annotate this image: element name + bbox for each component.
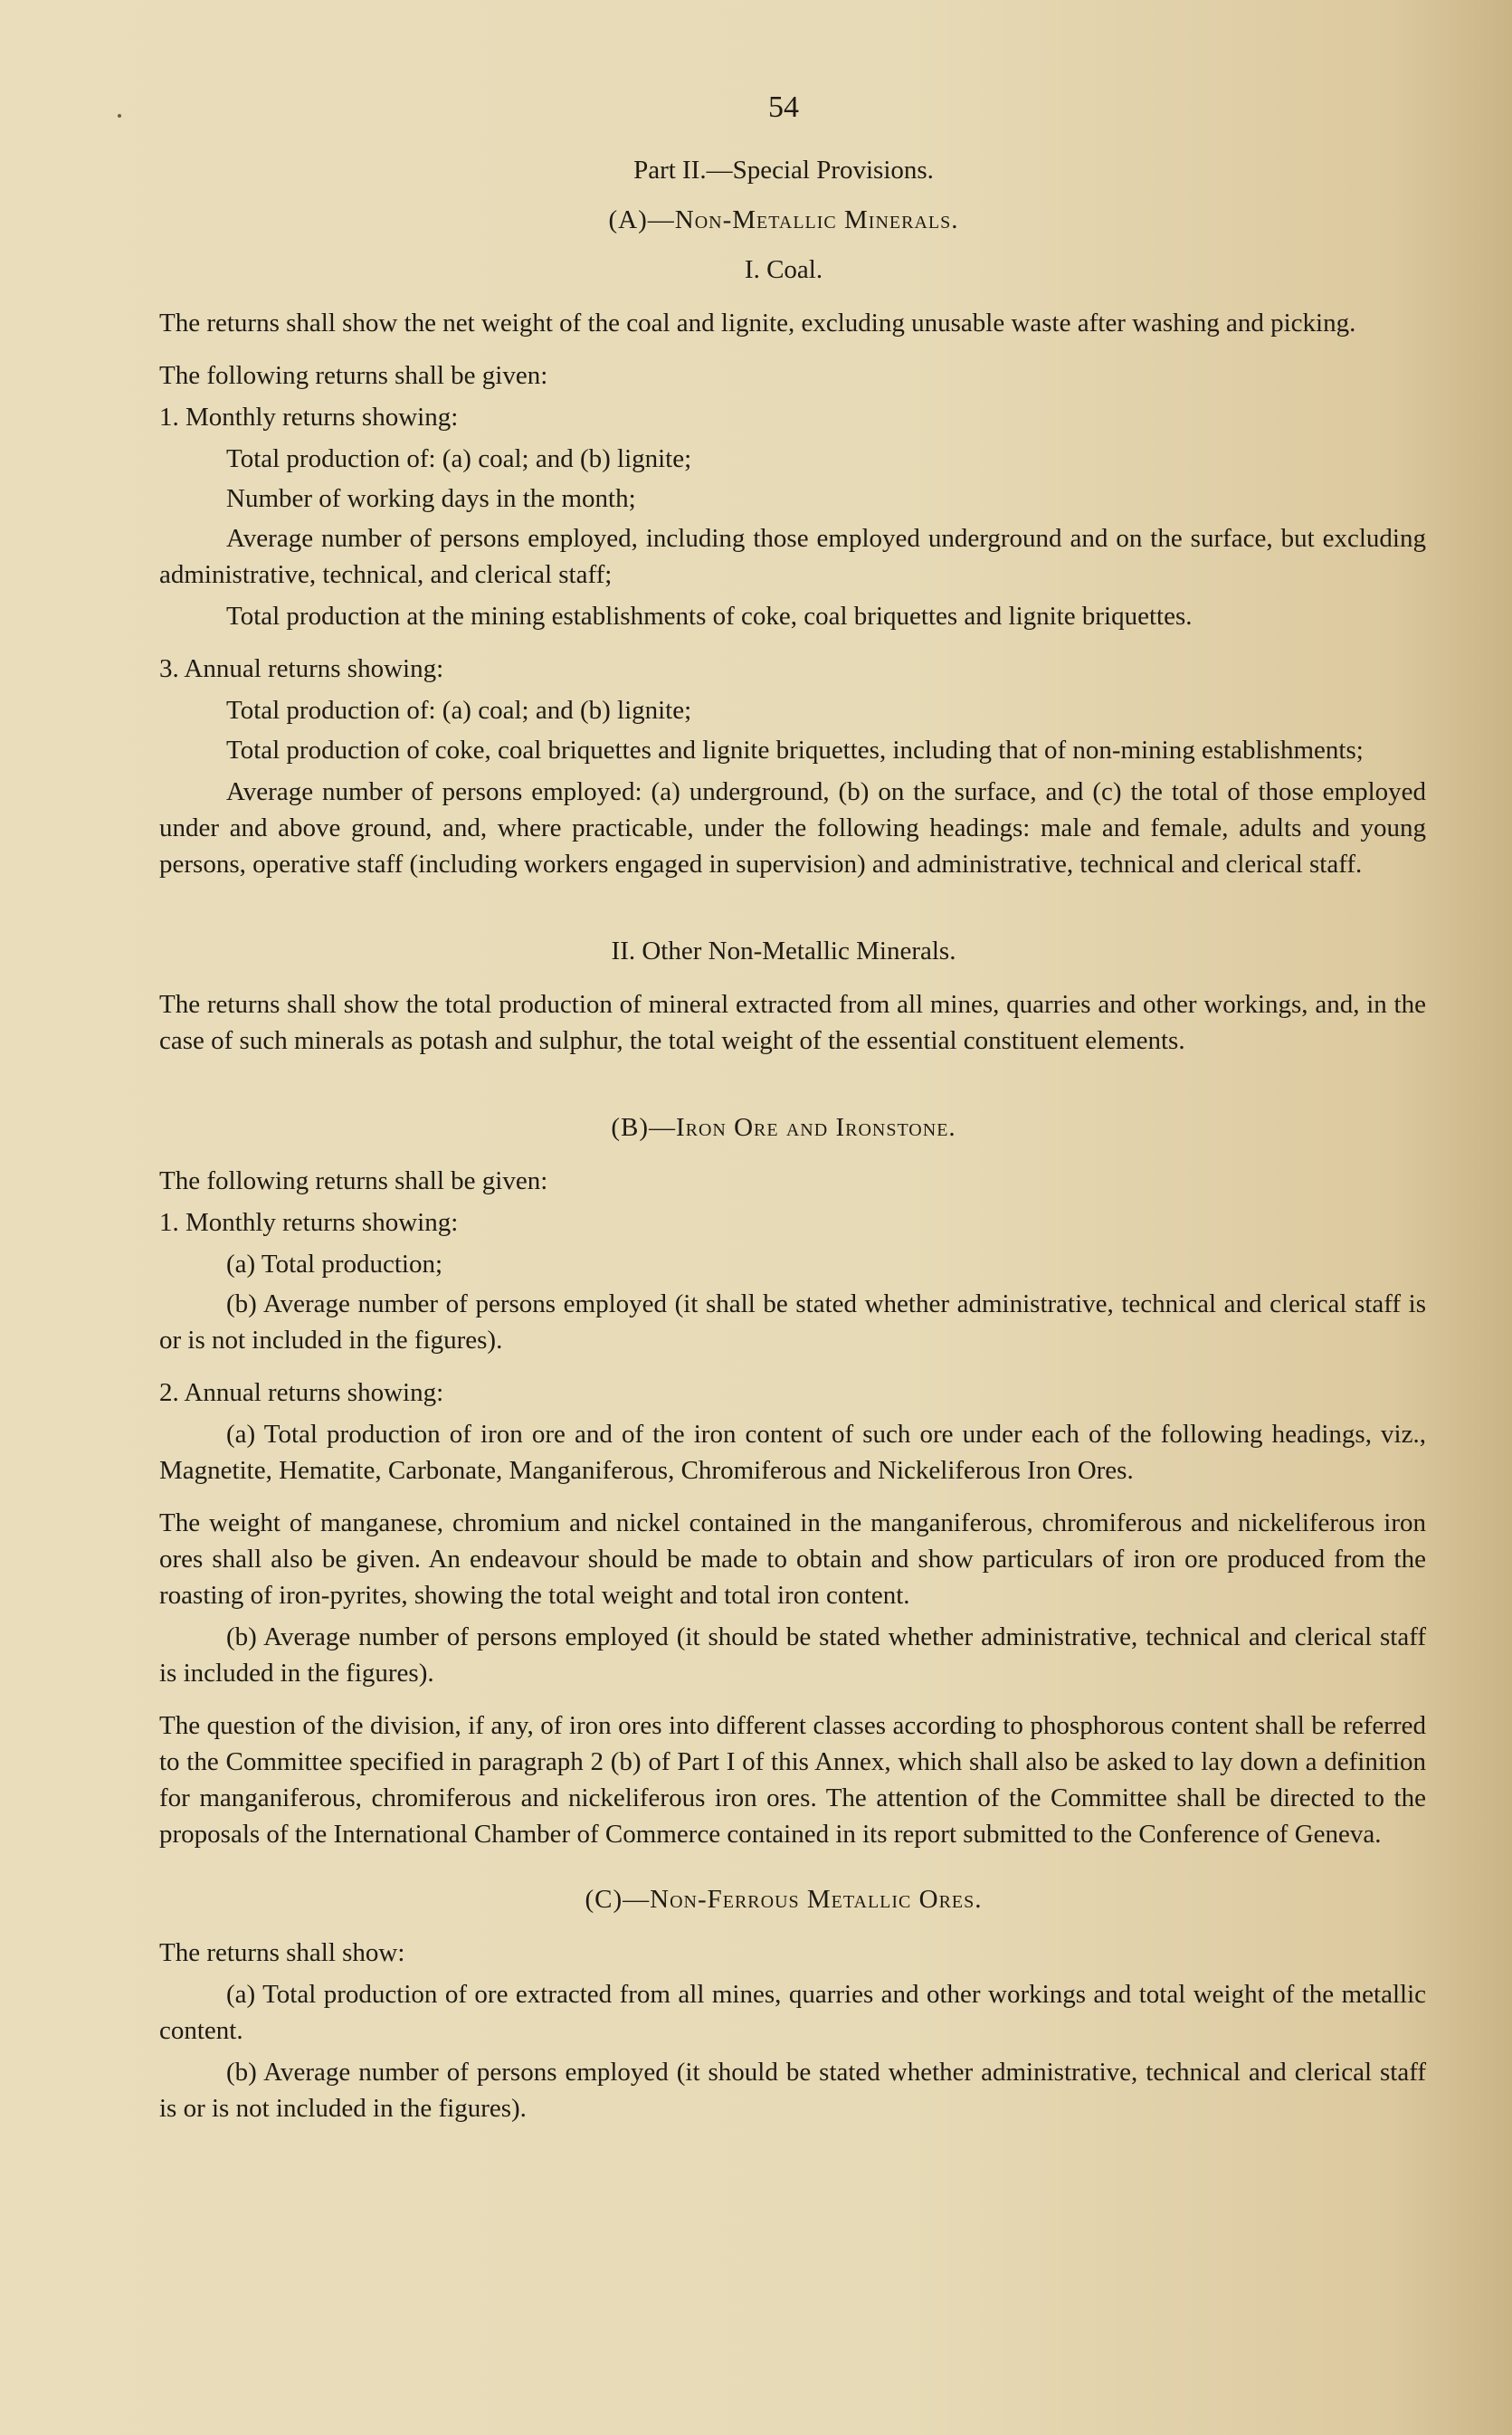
coal-annual-item-3: Average number of persons employed: (a) underground, (b) on the surface, and (c) the total of those employed under and above ground, and, where practicable, under the following headings: male and female, adults and young persons, operative staff (including workers engaged in supervision) and administrative, technical and clerical staff. bbox=[159, 777, 1426, 879]
iron-paragraph-1: The following returns shall be given: bbox=[159, 1166, 548, 1195]
other-minerals-heading: II. Other Non-Metallic Minerals. bbox=[611, 937, 956, 965]
page-content bbox=[159, 90, 1426, 2143]
page-number: 54 bbox=[768, 90, 799, 124]
coal-monthly-item-3: Average number of persons employed, including those employed underground and on the surface, but excluding administrative, technical, and clerical staff; bbox=[159, 524, 1426, 589]
other-minerals-paragraph: The returns shall show the total production of mineral extracted from all mines, quarries and other workings, and, in the case of such minerals as potash and sulphur, the total weight of the essential constituent elements. bbox=[159, 990, 1426, 1055]
part-heading: Part II.—Special Provisions. bbox=[633, 156, 934, 185]
coal-monthly-item-4: Total production at the mining establishments of coke, coal briquettes and lignite briquettes. bbox=[226, 602, 1193, 631]
nonferrous-item-b: (b) Average number of persons employed (it should be stated whether administrative, technical and clerical staff is or is not included in the figures). bbox=[159, 2058, 1426, 2123]
coal-annual-item-1: Total production of: (a) coal; and (b) lignite; bbox=[226, 696, 692, 725]
iron-monthly-item-2: (b) Average number of persons employed (it shall be stated whether administrative, technical and clerical staff is or is not included in the figures). bbox=[159, 1289, 1426, 1355]
section-c-heading: (C)—Non-Ferrous Metallic Ores. bbox=[585, 1885, 983, 1914]
coal-monthly-item-2: Number of working days in the month; bbox=[226, 484, 636, 513]
coal-annual-heading: 3. Annual returns showing: bbox=[159, 654, 444, 683]
iron-paragraph-2: The weight of manganese, chromium and nickel contained in the manganiferous, chromiferous and nickeliferous iron ores shall also be given. An endeavour should be made to obtain and show particulars of iron ore produced from the roasting of iron-pyrites, showing the total weight and total iron content. bbox=[159, 1508, 1426, 1610]
coal-monthly-item-1: Total production of: (a) coal; and (b) lignite; bbox=[226, 444, 692, 473]
coal-monthly-heading: 1. Monthly returns showing: bbox=[159, 403, 459, 432]
iron-monthly-heading: 1. Monthly returns showing: bbox=[159, 1208, 459, 1237]
coal-annual-item-2: Total production of coke, coal briquettes and lignite briquettes, including that of non-mining establishments; bbox=[226, 736, 1364, 765]
nonferrous-paragraph-1: The returns shall show: bbox=[159, 1938, 405, 1967]
coal-paragraph-1: The returns shall show the net weight of the coal and lignite, excluding unusable waste after washing and picking. bbox=[159, 309, 1356, 338]
iron-annual-item-1: (a) Total production of iron ore and of the iron content of such ore under each of the following headings, viz., Magnetite, Hematite, Carbonate, Manganiferous, Chromiferous and Nickeliferous Iron Ores. bbox=[159, 1420, 1426, 1485]
section-b-heading: (B)—Iron Ore and Ironstone. bbox=[611, 1113, 956, 1142]
iron-monthly-item-1: (a) Total production; bbox=[226, 1250, 443, 1279]
coal-paragraph-2: The following returns shall be given: bbox=[159, 361, 548, 390]
page-speck bbox=[118, 114, 121, 118]
coal-heading: I. Coal. bbox=[744, 255, 823, 284]
section-a-heading: (A)—Non-Metallic Minerals. bbox=[608, 205, 959, 234]
iron-annual-heading: 2. Annual returns showing: bbox=[159, 1378, 444, 1407]
nonferrous-item-a: (a) Total production of ore extracted from all mines, quarries and other workings and total weight of the metallic content. bbox=[159, 1980, 1426, 2045]
iron-paragraph-3: The question of the division, if any, of iron ores into different classes according to phosphorous content shall be referred to the Committee specified in paragraph 2 (b) of Part I of this Annex, which shall also be asked to lay down a definition for manganiferous, chromiferous and nickeliferous iron ores. The attention of the Committee shall be directed to the proposals of the International Chamber of Commerce contained in its report submitted to the Conference of Geneva. bbox=[159, 1711, 1426, 1849]
iron-annual-item-2: (b) Average number of persons employed (it should be stated whether administrative, technical and clerical staff is included in the figures). bbox=[159, 1622, 1426, 1688]
